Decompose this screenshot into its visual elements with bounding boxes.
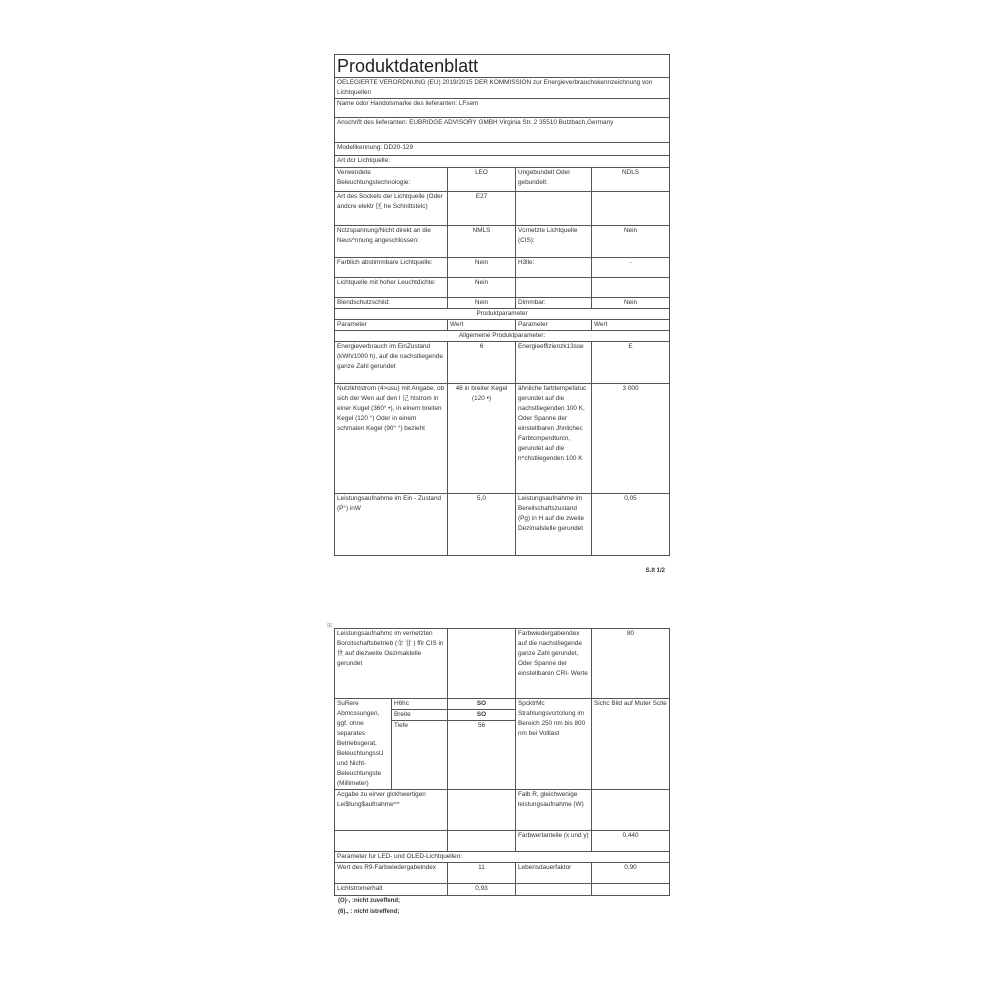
dim-value: 56 — [448, 721, 516, 790]
cell-label: Blendschutzschild: — [335, 298, 448, 309]
cell-value: - — [592, 258, 670, 278]
cell-label: Farbwiedergabeindex auf die nachstliegende ganze Zahl gerundet, Oder Spanne der einstellbaren CRI- Werte — [516, 629, 592, 699]
footnote: (O)-, :nicht zuveffend; — [338, 898, 400, 904]
light-source-type: Art dcr Lichtquelle: — [335, 156, 670, 168]
page-number: S.It 1/2 — [645, 568, 665, 574]
cell-value — [592, 192, 670, 226]
cell-label: Leistungsaufnahme im Ein - Zustand (P°) inW — [335, 494, 448, 556]
cell-label: Energieeffizienzk13sse — [516, 342, 592, 384]
cell-label: Vcrnetzte Lichtquelle (CIS): — [516, 226, 592, 258]
cell-label: Verwendete Beleuchtungstechnologie: — [335, 168, 448, 192]
cell-label: ähnliche farbtempefatuc gerundet auf die nachstliegenden 100 K, Oder Spanne der einstellbaren Jhnlichec Farbtcmperdturcn, gerundet auf die n^chstliegenden 100 K — [516, 384, 592, 494]
cell-value: 80 — [592, 629, 670, 699]
cell-value: 5,0 — [448, 494, 516, 556]
column-header: Parameter — [335, 320, 448, 331]
cell-value: 0,93 — [448, 884, 516, 896]
section-heading: Produktparameter — [335, 309, 670, 320]
footnote: (6)., : nicht istreffend; — [338, 909, 400, 915]
cell-value: 0,440 — [592, 831, 670, 852]
cell-label — [516, 192, 592, 226]
cell-value: 3 000 — [592, 384, 670, 494]
dim-value: SO — [448, 710, 516, 721]
regulation-text: OELEGIERTE VERORDNUNG (EU) 2019/2015 DER KOMMISSION zur Energieverbrauchskennzeichnung von Lichtquellen — [335, 78, 670, 99]
cell-value — [448, 629, 516, 699]
cell-value: Sichc Bild auf Muter Scite — [592, 699, 670, 790]
page-title: Produktdatenblatt — [337, 56, 479, 76]
cell-label: Wert des R9-Farbwiedergabeindex — [335, 863, 448, 884]
cell-value: LEO — [448, 168, 516, 192]
cell-label: Farblich abstimmbare Lichtquelle: — [335, 258, 448, 278]
cell-label: Leistungsaufnahmc im vernetzten Borcitschaftsbetrieb (伞 甘 ) ffir CIS in 世 auf diezweite Oezimaktelle gerundet — [335, 629, 448, 699]
cell-value: Nein — [448, 298, 516, 309]
cell-label: Nctzspannung/Nicht direkt an die Neus^nnung angeschlossen: — [335, 226, 448, 258]
model-id: Modellkennung: DD20-129 — [335, 143, 670, 156]
cell-label: Art des Sockels der Lichtquelle (Oder andcre elektr 区 he Schnittstelc) — [335, 192, 448, 226]
cell-value — [448, 831, 516, 852]
cell-value: 11 — [448, 863, 516, 884]
cell-value: NMLS — [448, 226, 516, 258]
cell-label: Dimmbar: — [516, 298, 592, 309]
cell-label: Leistungsaufnahme im Bereilschaftszustand (Pg) in H auf die zweite Dezimalstelle gerundet — [516, 494, 592, 556]
datasheet-table-page1 — [334, 54, 670, 556]
supplier-name: Name odor Handolsmarke des lieferanten: LFsem — [335, 99, 670, 118]
cell-label: SpcktrMc Strahlungsvcrtcilung im Bereich 250 nm bis 800 nm bei Volllast — [516, 699, 592, 790]
cell-label — [516, 884, 592, 896]
cell-label — [516, 278, 592, 298]
cell-value — [592, 790, 670, 831]
section-heading: Parameter fur LED- und OLED-Lichtquellen: — [335, 852, 670, 863]
cell-value: 0,05 — [592, 494, 670, 556]
cell-value: Nein — [448, 258, 516, 278]
cell-value — [592, 884, 670, 896]
cell-value: E — [592, 342, 670, 384]
column-header: Parameter — [516, 320, 592, 331]
dim-label: H6hc — [392, 699, 448, 710]
cell-label: Ungebundelt Oder gebundelt: — [516, 168, 592, 192]
datasheet-table-page2 — [334, 628, 670, 896]
dimensions-label: SuRere Abmcssungen, ggf. ohne separates Betriebsgerat, BeleuchtungssU und Nicht-Beleuchtungste (Millimeter) — [335, 699, 392, 790]
cell-label: Farbwertanteile (x und y) — [516, 831, 592, 852]
cell-value: E27 — [448, 192, 516, 226]
cell-label: Acgabe zu eirver glckhwertigen Lei$tung$aufnahme^^ — [335, 790, 448, 831]
cell-label: H3lle: — [516, 258, 592, 278]
table-move-handle-icon[interactable]: ⊞ — [327, 623, 333, 629]
dim-value: SO — [448, 699, 516, 710]
page-2 — [334, 628, 669, 915]
dim-label: Tiefe — [392, 721, 448, 790]
cell-label: Lebensdauerfaktor — [516, 863, 592, 884]
cell-label: Nutzlkhtstrom (4>usu) mit Angabe, ob sich der Wen auf den l 记 htstrom in einer Kugel (360° •), in einem breiten Kegel (120 °) Oder in einem schmalen Kegel (90° °) bezieht — [335, 384, 448, 494]
column-header: Wert — [448, 320, 516, 331]
cell-value: Nein — [448, 278, 516, 298]
supplier-address: Anschrift des lieferanten: EUBRIDGE ADVISORY GMBH Virginia Str. 2 35510 Butzbach,Germany — [335, 118, 670, 143]
cell-value: 0,90 — [592, 863, 670, 884]
cell-value: Nein — [592, 298, 670, 309]
cell-label: Falb R, gleichwenige leistungsaufnahme (W) — [516, 790, 592, 831]
cell-value — [592, 278, 670, 298]
cell-value: Nein — [592, 226, 670, 258]
column-header: Wert — [592, 320, 670, 331]
dim-label: Breite — [392, 710, 448, 721]
cell-label: Energieverbrauch im EinZustand (kWh/1000 h), auf die nachstliegende ganze Zahl gerundet — [335, 342, 448, 384]
page-1 — [334, 54, 669, 574]
cell-value — [448, 790, 516, 831]
cell-label: Lichtstromerhalt — [335, 884, 448, 896]
cell-value: NDLS — [592, 168, 670, 192]
cell-value: 6 — [448, 342, 516, 384]
cell-label: Lichtquelle mit hoher Leuchtdichte: — [335, 278, 448, 298]
cell-label — [335, 831, 448, 852]
cell-value: 48 in breiter Kegel (120 •) — [448, 384, 516, 494]
section-heading: Allgemeine Produktparameter: — [335, 331, 670, 342]
